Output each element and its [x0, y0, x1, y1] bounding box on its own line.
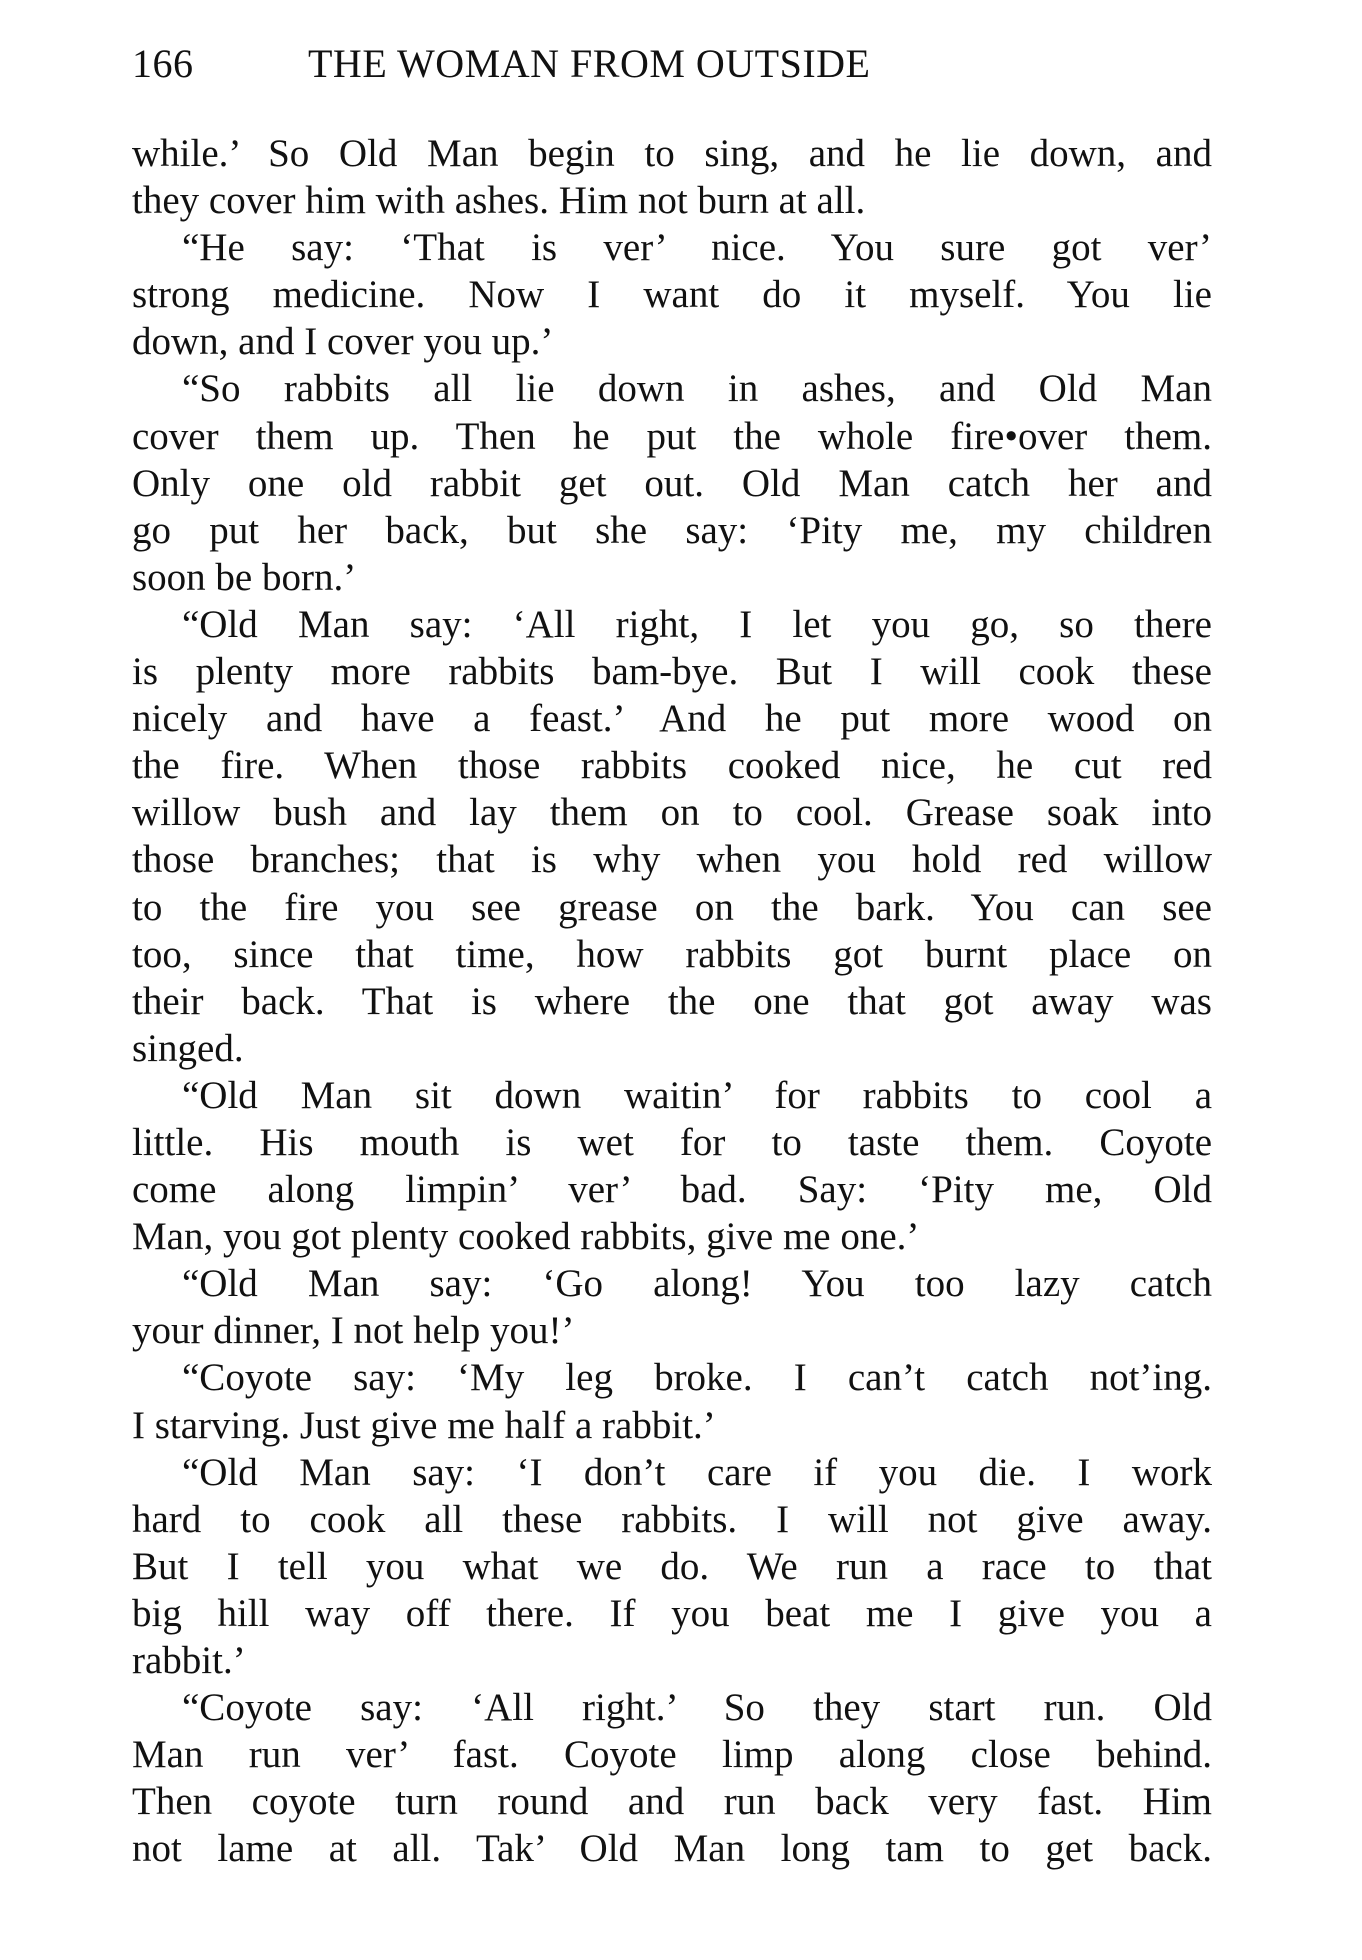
text-line: Man run ver’ fast. Coyote limp along close behind. [132, 1733, 1212, 1777]
running-title: THE WOMAN FROM OUTSIDE [308, 41, 871, 86]
paragraph [132, 1684, 1212, 1872]
text-line: go put her back, but she say: ‘Pity me, my children [132, 508, 1212, 552]
page-number: 166 [132, 41, 194, 86]
paragraph [132, 1260, 1212, 1354]
text-line: But I tell you what we do. We run a race to that [132, 1544, 1212, 1588]
text-line: cover them up. Then he put the whole fire•over them. [132, 414, 1212, 458]
page-header [132, 34, 1212, 94]
text-line: Then coyote turn round and run back very fast. Him [132, 1780, 1212, 1824]
text-line: “Coyote say: ‘All right.’ So they start run. Old [182, 1686, 1212, 1730]
paragraph [132, 1449, 1212, 1684]
text-line: willow bush and lay them on to cool. Grease soak into [132, 791, 1212, 835]
text-line: not lame at all. Tak’ Old Man long tam to get back. [132, 1827, 1212, 1871]
body-text [132, 130, 1212, 1872]
text-line: “Old Man say: ‘Go along! You too lazy catch [182, 1262, 1212, 1306]
paragraph [132, 1354, 1212, 1448]
text-line: “So rabbits all lie down in ashes, and Old Man [182, 367, 1212, 411]
text-line: nicely and have a feast.’ And he put more wood on [132, 697, 1212, 741]
text-line: singed. [132, 1026, 244, 1070]
paragraph [132, 601, 1212, 1072]
text-line: hard to cook all these rabbits. I will not give away. [132, 1497, 1212, 1541]
text-line: to the fire you see grease on the bark. You can see [132, 885, 1212, 929]
text-line: Man, you got plenty cooked rabbits, give me one.’ [132, 1215, 920, 1259]
text-line: “Old Man say: ‘I don’t care if you die. I work [182, 1450, 1212, 1494]
text-line: down, and I cover you up.’ [132, 320, 554, 364]
text-line: come along limpin’ ver’ bad. Say: ‘Pity me, Old [132, 1168, 1212, 1212]
text-line: little. His mouth is wet for to taste them. Coyote [132, 1120, 1212, 1164]
text-line: “Old Man say: ‘All right, I let you go, so there [182, 602, 1212, 646]
text-line: big hill way off there. If you beat me I give you a [132, 1591, 1212, 1635]
paragraph [132, 224, 1212, 365]
text-line: while.’ So Old Man begin to sing, and he lie down, and [132, 132, 1212, 175]
text-line: “Old Man sit down waitin’ for rabbits to cool a [182, 1073, 1212, 1117]
text-line: Only one old rabbit get out. Old Man catch her and [132, 461, 1212, 505]
text-line: “He say: ‘That is ver’ nice. You sure got ver’ [182, 226, 1212, 270]
text-line: your dinner, I not help you!’ [132, 1309, 575, 1353]
text-line: strong medicine. Now I want do it myself. You lie [132, 273, 1212, 317]
paragraph [132, 1072, 1212, 1260]
text-line: “Coyote say: ‘My leg broke. I can’t catch not’ing. [182, 1356, 1212, 1400]
text-line: soon be born.’ [132, 555, 357, 599]
text-line: is plenty more rabbits bam-bye. But I will cook these [132, 650, 1212, 694]
paragraph [132, 365, 1212, 600]
text-line: those branches; that is why when you hold red willow [132, 838, 1212, 882]
text-line: too, since that time, how rabbits got burnt place on [132, 932, 1212, 976]
text-line: they cover him with ashes. Him not burn at all. [132, 179, 866, 223]
text-line: their back. That is where the one that got away was [132, 979, 1212, 1023]
text-line: the fire. When those rabbits cooked nice, he cut red [132, 744, 1212, 788]
text-line: I starving. Just give me half a rabbit.’ [132, 1403, 716, 1447]
paragraph [132, 130, 1212, 224]
text-line: rabbit.’ [132, 1639, 246, 1682]
